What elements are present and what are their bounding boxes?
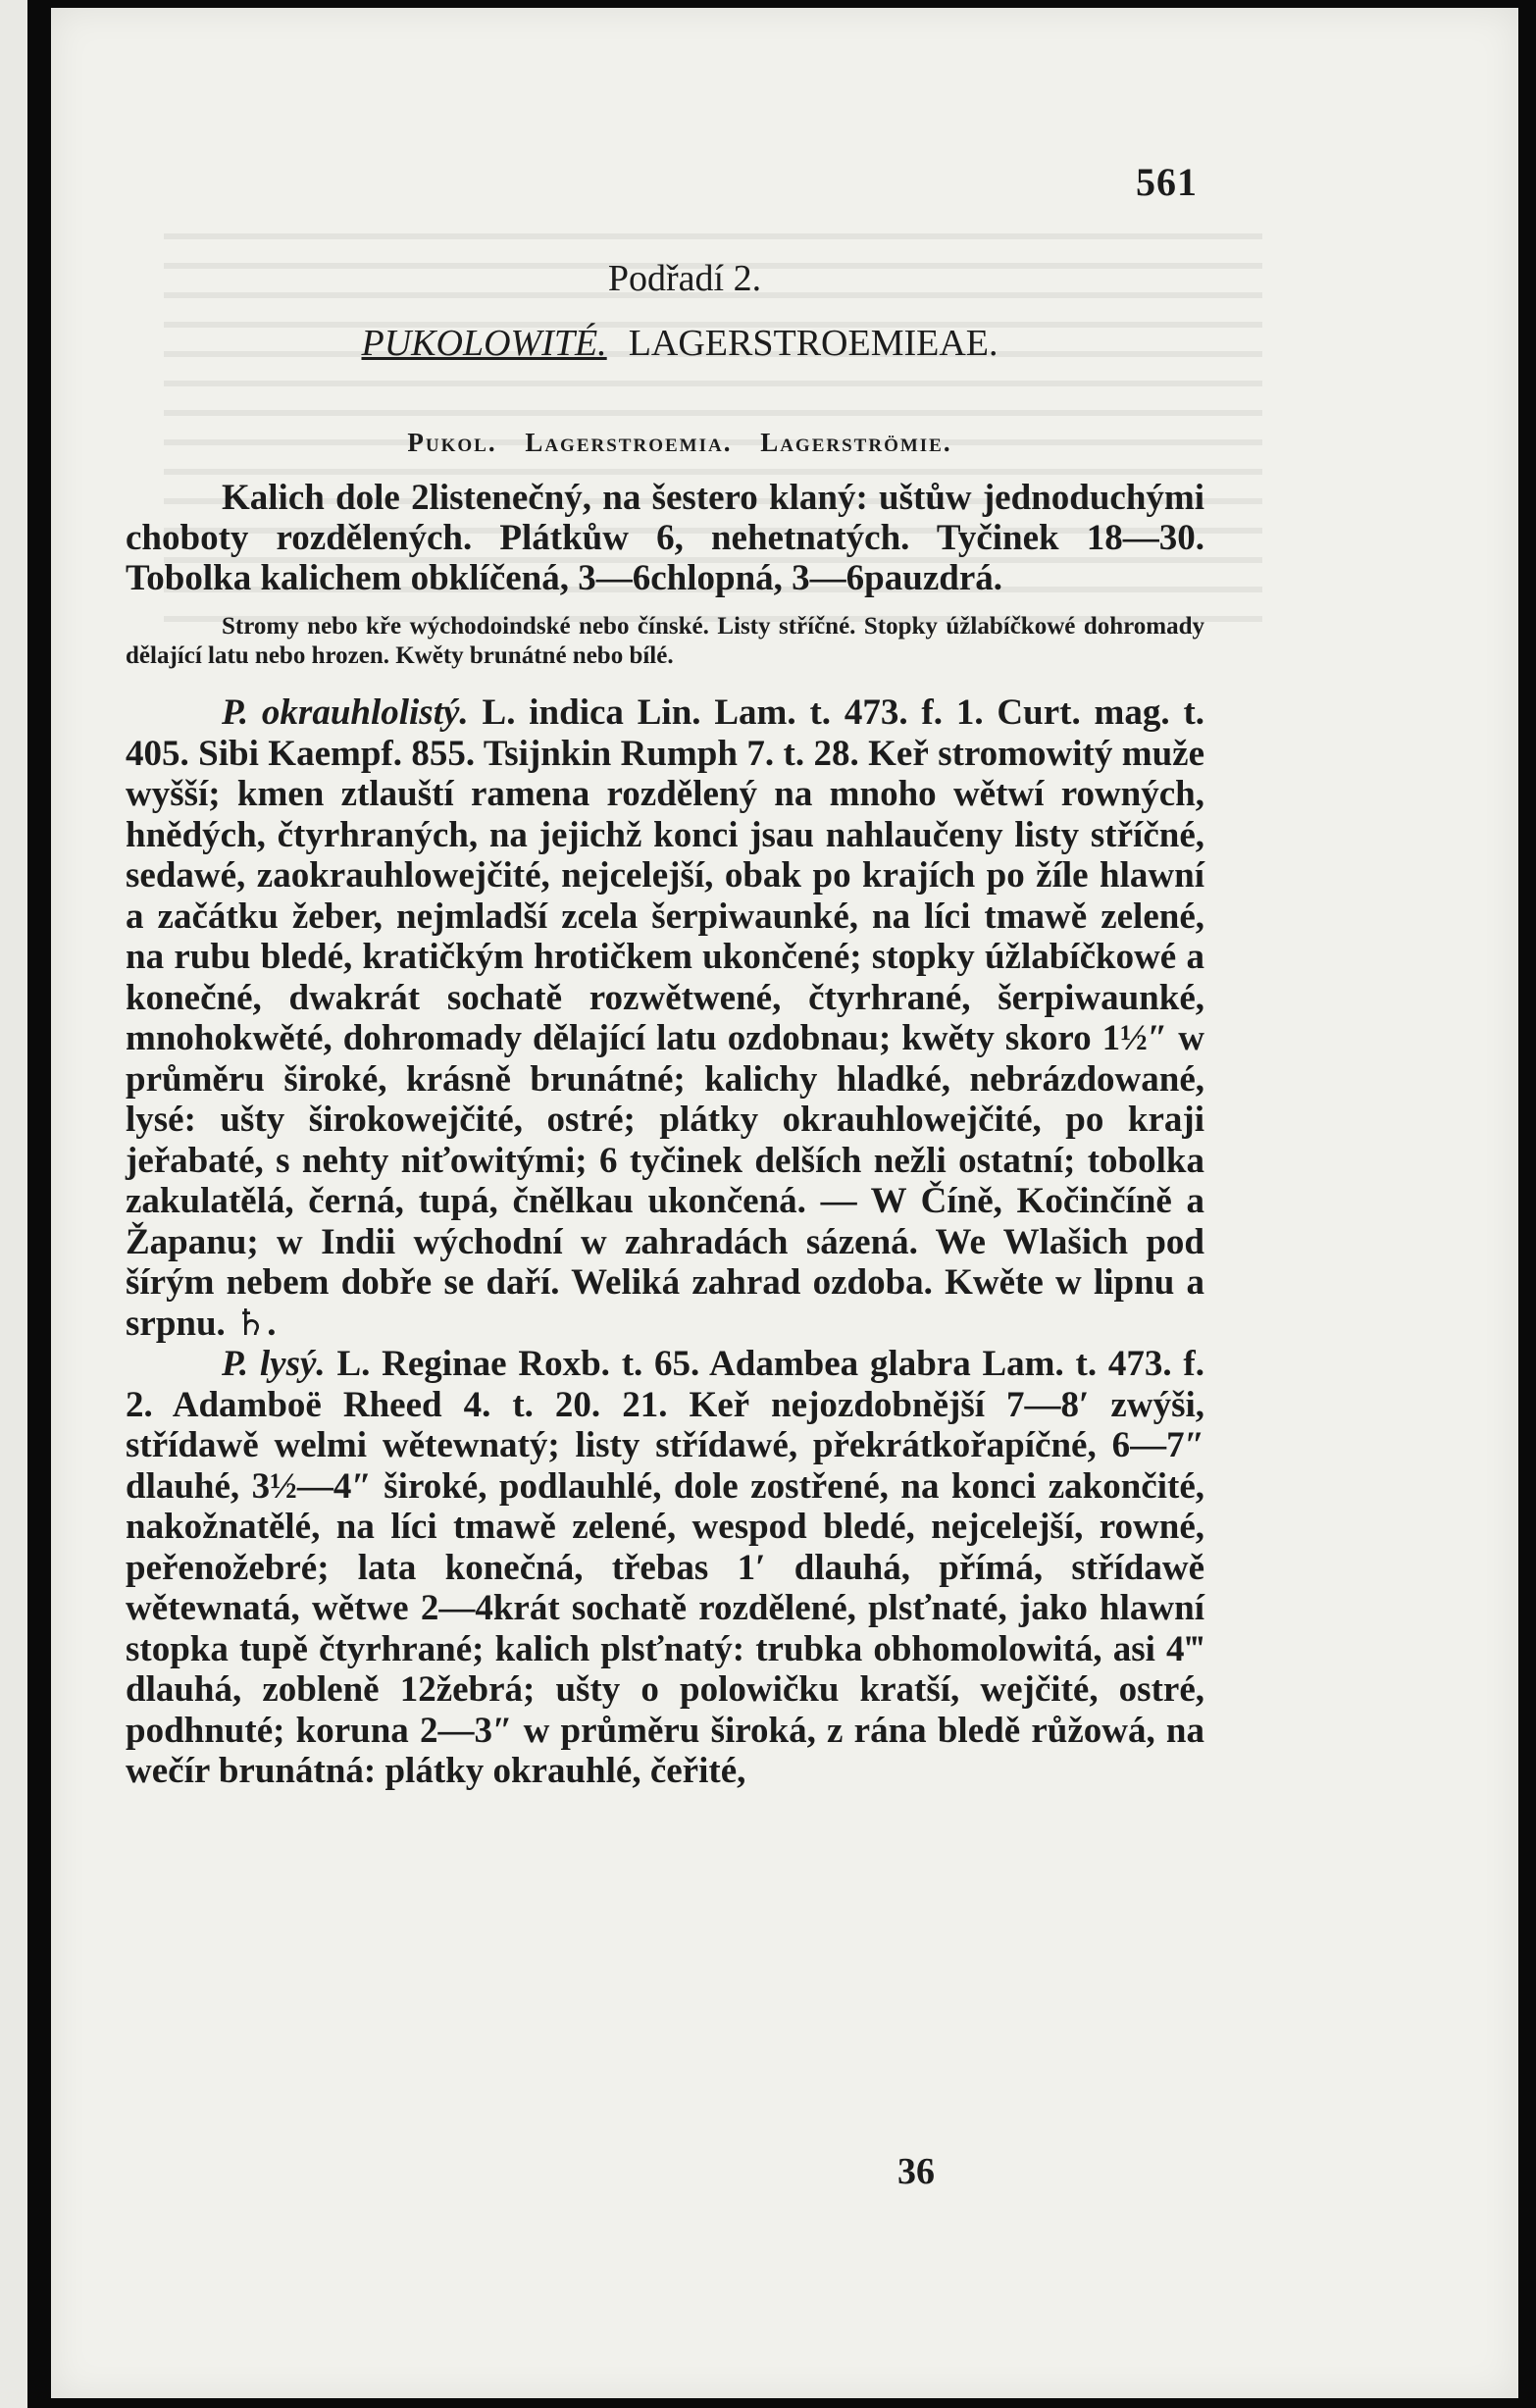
facing-page-edge (0, 0, 27, 2408)
genus-description: Kalich dole 2listenečný, na šestero klaný: uštůw jednoduchými choboty rozdělených. Plátkůw 6, nehetnatých. Tyčinek 18—30. Tobolka kalichem obklíčená, 3—6chlopná, 3—6pauzdrá. (126, 478, 1204, 598)
genus-name-german: Lagerströmie. (760, 428, 952, 457)
species-entry (126, 1344, 1204, 1792)
genus-name-latin: Lagerstroemia. (525, 428, 733, 457)
text-column (126, 245, 1204, 1792)
species-name: P. okrauhlolistý. (222, 692, 469, 733)
species-text: L. Reginae Roxb. t. 65. Adambea glabra Lam. t. 473. f. 2. Adamboë Rheed 4. t. 20. 21. Keř nejozdobnější 7—8′ zwýši, střídawě welmi wětewnatý; listy střídawé, překrátkořapíčné, 6—7″ dlauhé, 3½—4″ široké, podlauhlé, dole zostřené, na konci zakončité, nakožnatělé, na líci tmawě zelené, wespod bledé, nejcelejší, rowné, peřenožebré; lata konečná, třebas 1′ dlauhá, přímá, střídawě wětewnatá, wětwe 2—4krát sochatě rozdělené, plsťnaté, jako hlawní stopka tupě čtyrhrané; kalich plsťnatý: trubka obhomolowitá, asi 4‴ dlauhá, zobleně 12žebrá; ušty o polowičku kratší, wejčité, ostré, podhnuté; koruna 2—3″ w průměru široká, z rána bledě růžowá, na wečír brunátná: plátky okrauhlé, čeřité, (126, 1344, 1204, 1791)
species-text: L. indica Lin. Lam. t. 473. f. 1. Curt. mag. t. 405. Sibi Kaempf. 855. Tsijnkin Rumph 7. t. 28. Keř stromowitý muže wyšší; kmen ztlauští ramena rozdělený na mnoho wětwí rowných, hnědých, čtyrhraných, na jejichž konci jsau nahlaučeny listy stříčné, sedawé, zaokrauhlowejčité, nejcelejší, obak po krajích po žíle hlawní a začátku žeber, nejmladší zcela šerpiwaunké, na líci tmawě zelené, na rubu bledé, kratičkým hrotičkem ukončené; stopky úžlabíčkowé a konečné, dwakrát sochatě rozwětwené, čtyrhrané, šerpiwaunké, mnohokwěté, dohromady dělající latu ozdobnau; kwěty skoro 1½″ w průměru široké, krásně brunátné; kalichy hladké, nebrázdowané, lysé: ušty širokowejčité, ostré; plátky okrauhlowejčité, po kraji jeřabaté, s nehty niťowitými; 6 tyčinek delších nežli ostatní; tobolka zakulatělá, černá, tupá, čnělkau ukončená. — W Číně, Kočinčíně a Žapanu; w Indii wýchodní w zahradách sázená. We Wlašich pod šírým nebem dobře se daří. Weliká zahrad ozdoba. Kwěte w lipnu a srpnu. ♄. (126, 692, 1205, 1344)
subdivision-heading: Podřadí 2. (607, 258, 762, 299)
family-name-czech: PUKOLOWITÉ. (361, 323, 607, 364)
family-name-latin: LAGERSTROEMIEAE. (628, 323, 998, 364)
species-entry (126, 692, 1204, 1344)
genus-note: Stromy nebo kře wýchodoindské nebo čínské. Listy stříčné. Stopky úžlabíčkowé dohromady dělající latu nebo hrozen. Kwěty brunátné nebo bílé. (126, 613, 1204, 669)
signature-mark: 36 (897, 2151, 935, 2192)
genus-name-czech: Pukol. (407, 428, 497, 457)
family-heading (126, 322, 1204, 365)
genus-names (126, 428, 1204, 458)
page-number: 561 (1136, 160, 1198, 204)
species-name: P. lysý. (222, 1344, 326, 1384)
